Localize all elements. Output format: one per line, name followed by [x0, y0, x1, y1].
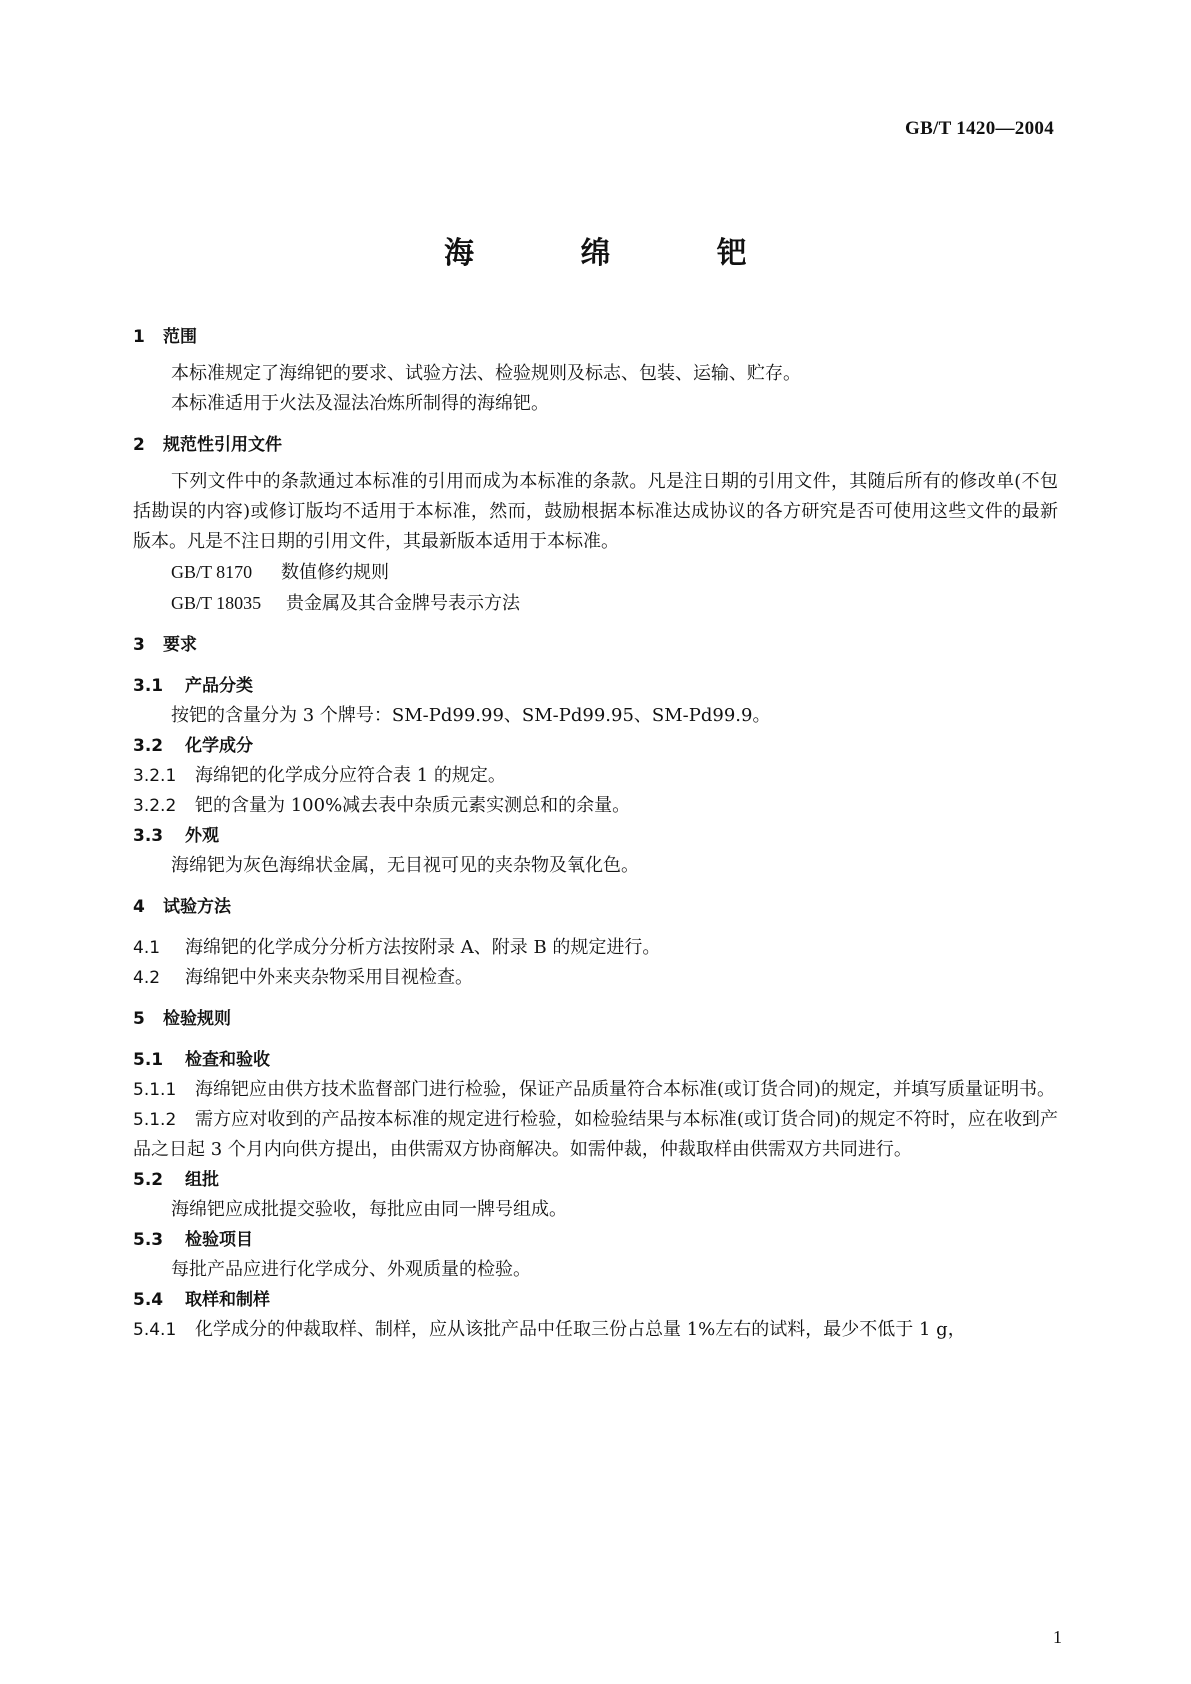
reference-code: GB/T 18035: [171, 593, 262, 613]
clause-text: 海绵钯的化学成分应符合表 1 的规定。: [195, 765, 506, 786]
page-number: 1: [1053, 1627, 1062, 1647]
paragraph: 本标准规定了海绵钯的要求、试验方法、检验规则及标志、包装、运输、贮存。: [171, 363, 801, 384]
subsection-title: 检验项目: [185, 1230, 253, 1250]
section-number: 5: [133, 1009, 145, 1029]
clause-text: 海绵钯中外来夹杂物采用目视检查。: [185, 967, 473, 988]
subsection-title: 外观: [185, 826, 219, 846]
subsection-number: 3.1: [133, 676, 164, 696]
clause-number: 5.1.2: [133, 1110, 177, 1130]
clause-number: 5.1.1: [133, 1080, 177, 1100]
clause: [133, 761, 1058, 791]
section-title: 规范性引用文件: [163, 435, 282, 455]
section-title: 检验规则: [163, 1009, 231, 1029]
section-number: 3: [133, 635, 145, 655]
section-title: 试验方法: [163, 897, 231, 917]
clause: [133, 963, 1058, 993]
document-title: 海 绵 钯: [444, 236, 795, 271]
subsection-number: 3.3: [133, 826, 164, 846]
paragraph: 海绵钯应成批提交验收，每批应由同一牌号组成。: [171, 1199, 567, 1220]
subsection-heading: [133, 731, 1058, 761]
subsection-number: 5.2: [133, 1170, 164, 1190]
subsection-heading: [133, 1285, 1058, 1315]
subsection-title: 组批: [185, 1170, 219, 1190]
subsection-number: 5.4: [133, 1290, 164, 1310]
paragraph: 下列文件中的条款通过本标准的引用而成为本标准的条款。凡是注日期的引用文件，其随后所有的修改单(不包括勘误的内容)或修订版均不适用于本标准，然而，鼓励根据本标准达成协议的各方研究是否可使用这些文件的最新版本。凡是不注日期的引用文件，其最新版本适用于本标准。: [133, 471, 1058, 552]
subsection-heading: [133, 1045, 1058, 1075]
section-heading-2: [133, 433, 1058, 457]
clause-text: 化学成分的仲裁取样、制样，应从该批产品中任取三份占总量 1%左右的试料，最少不低于 1 g，: [195, 1319, 966, 1340]
paragraph: 本标准适用于火法及湿法冶炼所制得的海绵钯。: [171, 393, 549, 414]
subsection-title: 取样和制样: [185, 1290, 270, 1310]
document-body: [133, 325, 1058, 1345]
section-heading-5: [133, 1007, 1058, 1031]
clause-number: 3.2.2: [133, 796, 177, 816]
clause-text: 海绵钯的化学成分分析方法按附录 A、附录 B 的规定进行。: [185, 937, 661, 958]
subsection-title: 检查和验收: [185, 1050, 270, 1070]
section-number: 4: [133, 897, 145, 917]
subsection-number: 3.2: [133, 736, 164, 756]
subsection-heading: [133, 671, 1058, 701]
reference-title: 贵金属及其合金牌号表示方法: [286, 593, 520, 614]
section-number: 2: [133, 435, 145, 455]
reference-title: 数值修约规则: [281, 562, 389, 583]
paragraph: 按钯的含量分为 3 个牌号：SM-Pd99.99、SM-Pd99.95、SM-Pd99.9。: [171, 705, 771, 726]
section-title: 要求: [163, 635, 197, 655]
subsection-number: 5.3: [133, 1230, 164, 1250]
section-heading-1: [133, 325, 1058, 349]
document-code: GB/T 1420—2004: [904, 118, 1054, 139]
subsection-title: 化学成分: [185, 736, 253, 756]
clause: [133, 791, 1058, 821]
clause-number: 4.2: [133, 968, 161, 988]
clause-number: 5.4.1: [133, 1320, 177, 1340]
section-number: 1: [133, 327, 145, 347]
clause: [133, 1105, 1058, 1165]
clause-text: 钯的含量为 100%减去表中杂质元素实测总和的余量。: [195, 795, 631, 816]
section-heading-4: [133, 895, 1058, 919]
clause: [133, 1075, 1058, 1105]
reference-code: GB/T 8170: [171, 562, 253, 582]
clause-text: 海绵钯应由供方技术监督部门进行检验，保证产品质量符合本标准(或订货合同)的规定，并填写质量证明书。: [195, 1079, 1056, 1100]
paragraph: 每批产品应进行化学成分、外观质量的检验。: [171, 1259, 531, 1280]
section-heading-3: [133, 633, 1058, 657]
clause: [133, 933, 1058, 963]
subsection-number: 5.1: [133, 1050, 164, 1070]
section-title: 范围: [163, 327, 197, 347]
paragraph: 海绵钯为灰色海绵状金属，无目视可见的夹杂物及氧化色。: [171, 855, 639, 876]
reference-item: [133, 588, 1058, 619]
clause: [133, 1315, 1058, 1345]
subsection-heading: [133, 1165, 1058, 1195]
clause-text: 需方应对收到的产品按本标准的规定进行检验，如检验结果与本标准(或订货合同)的规定不符时，应在收到产品之日起 3 个月内向供方提出，由供需双方协商解决。如需仲裁，仲裁取样由供需双方共同进行。: [133, 1109, 1058, 1160]
clause-number: 4.1: [133, 938, 161, 958]
subsection-heading: [133, 1225, 1058, 1255]
subsection-heading: [133, 821, 1058, 851]
clause-number: 3.2.1: [133, 766, 177, 786]
subsection-title: 产品分类: [185, 676, 253, 696]
reference-item: [133, 557, 1058, 588]
